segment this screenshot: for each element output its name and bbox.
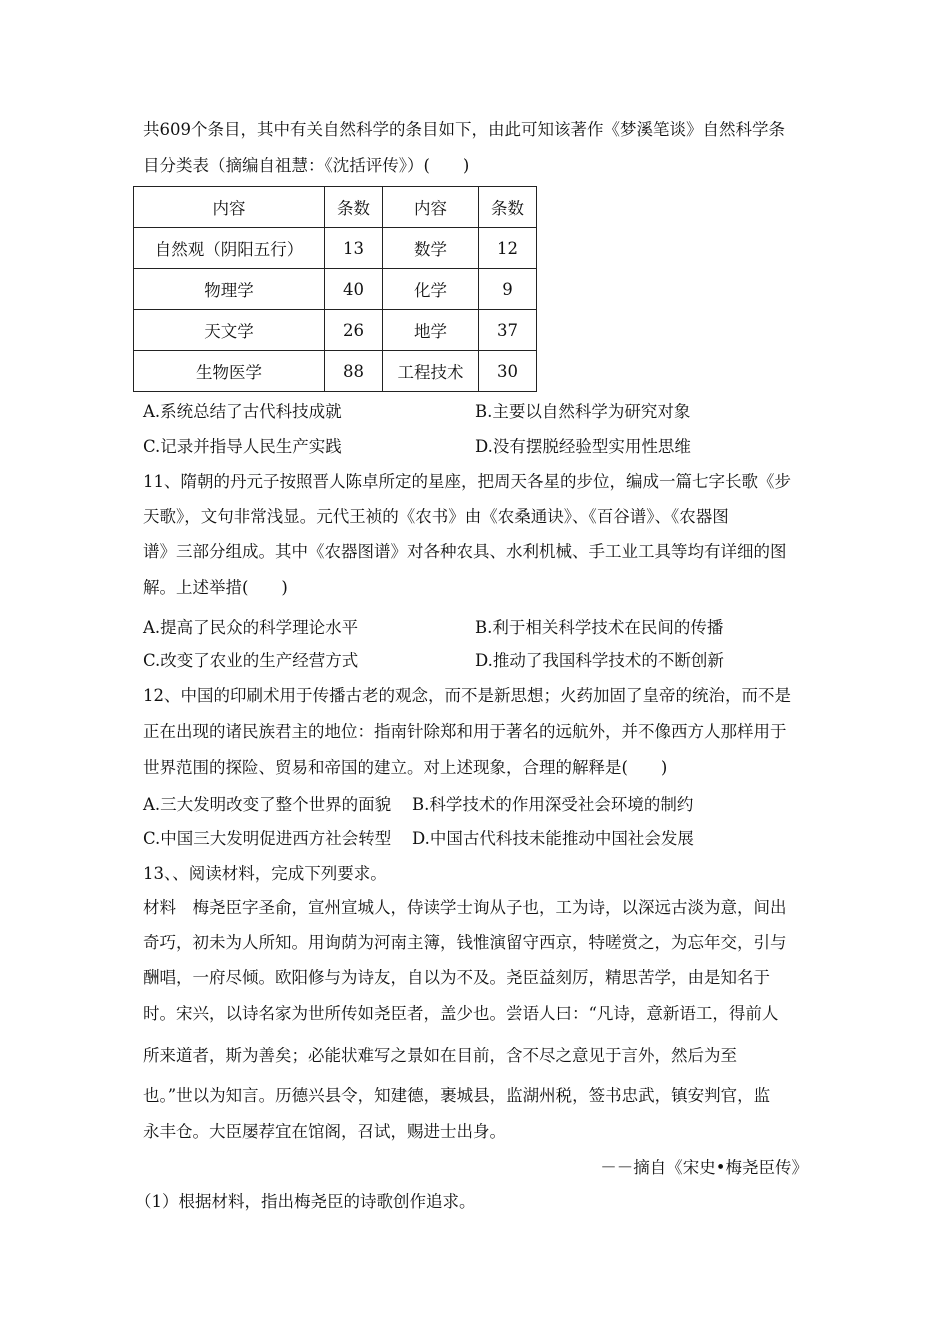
q11-stem-line-4: 解。上述举措( ): [143, 578, 288, 597]
table-cell: 26: [325, 310, 383, 351]
q11-option-b: B.利于相关科学技术在民间的传播: [475, 618, 724, 637]
table-row: [134, 269, 537, 310]
q11-option-a: A.提高了民众的科学理论水平: [143, 618, 359, 637]
q13-sub-question-1: （1）根据材料，指出梅尧臣的诗歌创作追求。: [135, 1192, 476, 1211]
q10-stem-line-1: 共609个条目，其中有关自然科学的条目如下，由此可知该著作《梦溪笔谈》自然科学条: [143, 120, 785, 139]
q10-option-a: A.系统总结了古代科技成就: [143, 402, 342, 421]
header-count: 条数: [325, 187, 383, 228]
table-cell: 30: [479, 351, 537, 392]
table-cell: 12: [479, 228, 537, 269]
q10-stem-line-2: 目分类表（摘编自祖慧：《沈括评传》）( ): [143, 156, 470, 175]
table-cell: 化学: [383, 269, 479, 310]
q11-stem-line-2: 天歌》，文句非常浅显。元代王祯的《农书》由《农桑通诀》、《百谷谱》、《农器图: [143, 507, 729, 526]
material-line-3: 酬唱，一府尽倾。欧阳修与为诗友，自以为不及。尧臣益刻厉，精思苦学，由是知名于: [143, 968, 770, 987]
header-count: 条数: [479, 187, 537, 228]
material-line-2: 奇巧，初未为人所知。用询荫为河南主簿，钱惟演留守西京，特嗟赏之，为忘年交，引与: [143, 933, 787, 952]
q12-stem-line-3: 世界范围的探险、贸易和帝国的建立。对上述现象，合理的解释是( ): [143, 758, 668, 777]
material-line-6: 也。”世以为知言。历德兴县令，知建德，裹城县，监湖州税，签书忠武，镇安判官，监: [143, 1086, 771, 1105]
q12-option-a: A.三大发明改变了整个世界的面貌: [143, 795, 392, 814]
material-source: －－摘自《宋史•梅尧臣传》: [600, 1158, 808, 1177]
table-cell: 天文学: [134, 310, 325, 351]
material-line-1: 材料 梅尧臣字圣俞，宣州宣城人，侍读学士询从子也，工为诗，以深远古淡为意，间出: [143, 898, 787, 917]
q12-option-c: C.中国三大发明促进西方社会转型: [143, 829, 392, 848]
header-content: 内容: [134, 187, 325, 228]
table-cell: 40: [325, 269, 383, 310]
table-cell: 88: [325, 351, 383, 392]
table-cell: 物理学: [134, 269, 325, 310]
q11-option-d: D.推动了我国科学技术的不断创新: [475, 651, 724, 670]
q12-option-d: D.中国古代科技未能推动中国社会发展: [412, 829, 694, 848]
table-cell: 13: [325, 228, 383, 269]
q13-title: 13、、阅读材料，完成下列要求。: [143, 864, 387, 883]
table-header-row: [134, 187, 537, 228]
table-row: [134, 310, 537, 351]
table-row: [134, 351, 537, 392]
table-cell: 数学: [383, 228, 479, 269]
table-cell: 自然观（阴阳五行）: [134, 228, 325, 269]
q10-option-d: D.没有摆脱经验型实用性思维: [475, 437, 691, 456]
header-content: 内容: [383, 187, 479, 228]
q11-option-c: C.改变了农业的生产经营方式: [143, 651, 359, 670]
q10-option-c: C.记录并指导人民生产实践: [143, 437, 342, 456]
q12-stem-line-2: 正在出现的诸民族君主的地位：指南针除郑和用于著名的远航外，并不像西方人那样用于: [143, 722, 787, 741]
material-line-7: 永丰仓。大臣屡荐宜在馆阁，召试，赐进士出身。: [143, 1122, 506, 1141]
table-cell: 工程技术: [383, 351, 479, 392]
q12-stem-line-1: 12、中国的印刷术用于传播古老的观念，而不是新思想；火药加固了皇帝的统治，而不是: [143, 686, 791, 705]
q11-stem-line-1: 11、隋朝的丹元子按照晋人陈卓所定的星座，把周天各星的步位，编成一篇七字长歌《步: [143, 472, 791, 491]
material-line-5: 所来道者，斯为善矣；必能状难写之景如在目前，含不尽之意见于言外，然后为至: [143, 1046, 737, 1065]
table-cell: 37: [479, 310, 537, 351]
table-cell: 9: [479, 269, 537, 310]
q12-option-b: B.科学技术的作用深受社会环境的制约: [412, 795, 694, 814]
table-row: [134, 228, 537, 269]
table-cell: 地学: [383, 310, 479, 351]
material-line-4: 时。宋兴，以诗名家为世所传如尧臣者，盖少也。尝语人曰：“凡诗，意新语工，得前人: [143, 1004, 779, 1023]
q10-option-b: B.主要以自然科学为研究对象: [475, 402, 691, 421]
science-category-table: [133, 186, 537, 392]
table-cell: 生物医学: [134, 351, 325, 392]
q11-stem-line-3: 谱》三部分组成。其中《农器图谱》对各种农具、水利机械、手工业工具等均有详细的图: [143, 542, 787, 561]
